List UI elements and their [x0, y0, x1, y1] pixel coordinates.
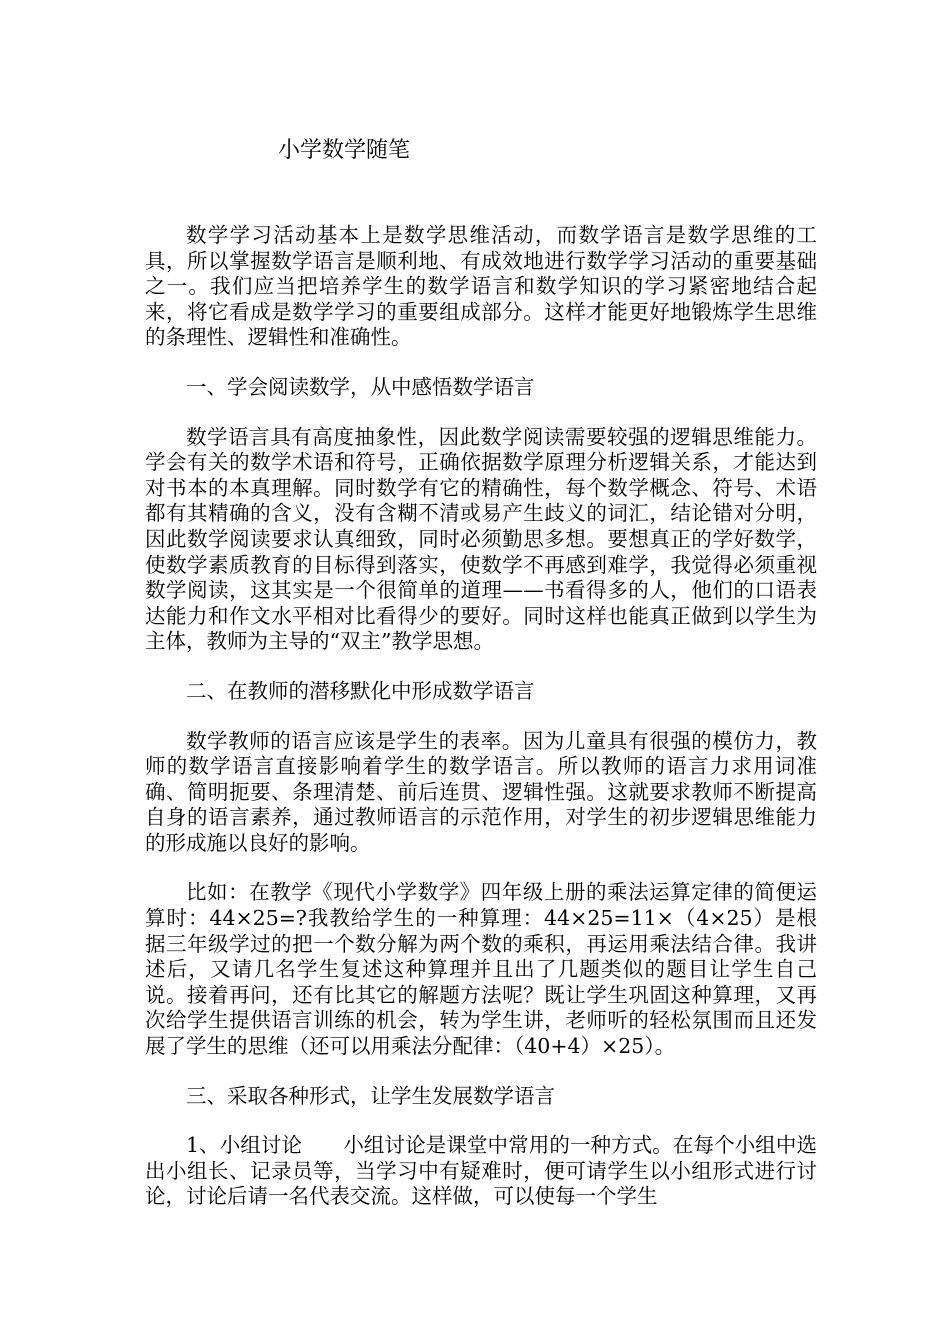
paragraph-gap	[145, 351, 817, 375]
section-heading-2: 二、在教师的潜移默化中形成数学语言	[186, 678, 535, 703]
section-heading-3: 三、采取各种形式，让学生发展数学语言	[186, 1083, 555, 1108]
paragraph-section-1: 数学语言具有高度抽象性，因此数学阅读需要较强的逻辑思维能力。学会有关的数学术语和符号，正确依据数学原理分析逻辑关系，才能达到对书本的本真理解。同时数学有它的精确性，每个数学概念、符号、术语都有其精确的含义，没有含糊不清或易产生歧义的词汇，结论错对分明，因此数学阅读要求认真细致，同时必须勤思多想。要想真正的学好数学，使数学素质教育的目标得到落实，使数学不再感到难学，我觉得必须重视数学阅读，这其实是一个很简单的道理——书看得多的人，他们的口语表达能力和作文水平相对比看得少的要好。同时这样也能真正做到以学生为主体，教师为主导的“双主”教学思想。	[145, 424, 817, 654]
paragraph-intro: 数学学习活动基本上是数学思维活动，而数学语言是数学思维的工具，所以掌握数学语言是顺利地、有成效地进行数学学习活动的重要基础之一。我们应当把培养学生的数学语言和数学知识的学习紧密地结合起来，将它看成是数学学习的重要组成部分。这样才能更好地锻炼学生思维的条理性、逻辑性和准确性。	[145, 223, 817, 350]
paragraph-gap	[145, 655, 817, 679]
paragraph-gap	[145, 856, 817, 880]
document-body	[145, 223, 817, 1210]
paragraph-section-2b: 比如：在教学《现代小学数学》四年级上册的乘法运算定律的简便运算时：44×25=?我教给学生的一种算理：44×25=11×（4×25）是根据三年级学过的把一个数分解为两个数的乘积，再运用乘法结合律。我讲述后，又请几名学生复述这种算理并且出了几题类似的题目让学生自己说。接着再问，还有比其它的解题方法呢？既让学生巩固这种算理，又再次给学生提供语言训练的机会，转为学生讲，老师听的轻松氛围而且还发展了学生的思维（还可以用乘法分配律：（40+4）×25）。	[145, 880, 817, 1059]
document-title: 小学数学随笔	[278, 138, 411, 163]
paragraph-gap	[145, 705, 817, 729]
paragraph-gap	[145, 1060, 817, 1084]
section-heading-1: 一、学会阅读数学，从中感悟数学语言	[186, 374, 535, 399]
paragraph-section-2a: 数学教师的语言应该是学生的表率。因为儿童具有很强的模仿力，教师的数学语言直接影响着学生的数学语言。所以教师的语言力求用词准确、简明扼要、条理清楚、前后连贯、逻辑性强。这就要求教师不断提高自身的语言素养，通过教师语言的示范作用，对学生的初步逻辑思维能力的形成施以良好的影响。	[145, 728, 817, 855]
paragraph-section-3: 1、小组讨论 小组讨论是课堂中常用的一种方式。在每个小组中选出小组长、记录员等，当学习中有疑难时，便可请学生以小组形式进行讨论，讨论后请一名代表交流。这样做，可以使每一个学生	[145, 1133, 817, 1209]
paragraph-gap	[145, 1109, 817, 1133]
paragraph-gap	[145, 401, 817, 425]
